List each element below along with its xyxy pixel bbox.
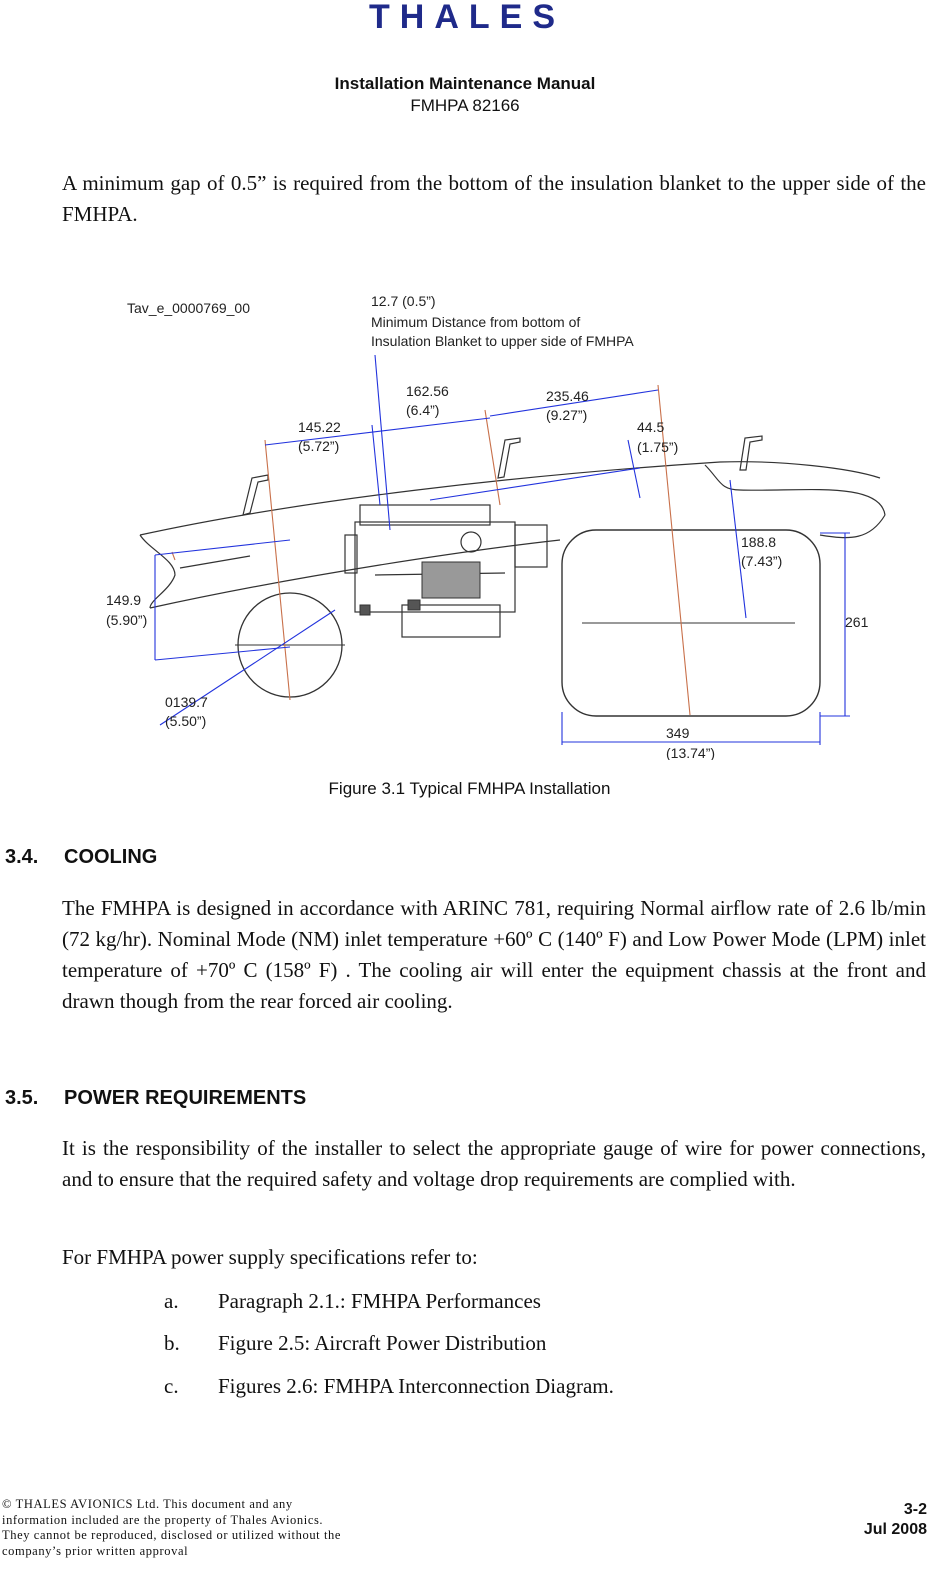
dim-44-in: (1.75”): [637, 439, 679, 455]
dim-261: 261: [845, 614, 869, 630]
dim-349-mm: 349: [666, 725, 690, 741]
dim-162-in: (6.4”): [406, 402, 440, 418]
dim-188-mm: 188.8: [741, 534, 777, 550]
intro-paragraph: A minimum gap of 0.5” is required from the bottom of the insulation blanket to the upper side of the FMHPA.: [62, 171, 926, 226]
dim-235-mm: 235.46: [546, 388, 589, 404]
logo-text: THALES: [369, 0, 565, 34]
callout-line-2: Minimum Distance from bottom of: [371, 314, 581, 330]
cooling-section-number: 3.4.: [5, 846, 39, 868]
thales-logo: [0, 0, 939, 34]
dim-139-in: (5.50”): [165, 713, 207, 729]
dim-188-in: (7.43”): [741, 553, 783, 569]
figure-caption: Figure 3.1 Typical FMHPA Installation: [328, 779, 611, 798]
power-paragraph: It is the responsibility of the installer to select the appropriate gauge of wire for power connections, and to ensure that the required safety and voltage drop requirements are complied with.: [62, 1136, 926, 1191]
page-date: Jul 2008: [863, 1521, 927, 1538]
structure-upper-edge: [140, 462, 880, 535]
dim-145-in: (5.72”): [298, 438, 340, 454]
list-item-text: Paragraph 2.1.: FMHPA Performances: [218, 1289, 541, 1313]
copyright-symbol: ©: [2, 1497, 13, 1511]
power-section-title: POWER REQUIREMENTS: [64, 1087, 307, 1109]
installation-figure: [0, 280, 939, 760]
list-item-letter: c.: [164, 1374, 179, 1398]
cooling-section-title: COOLING: [64, 846, 158, 868]
copyright-line: They cannot be reproduced, disclosed or utilized without the: [2, 1528, 342, 1542]
list-item-letter: b.: [164, 1331, 180, 1355]
callout-line-1: 12.7 (0.5”): [371, 293, 436, 309]
power-section-number: 3.5.: [5, 1087, 39, 1109]
structure-left-end: [140, 535, 175, 608]
copyright-line: information included are the property of Thales Avionics.: [2, 1512, 324, 1527]
bracket-right: [740, 436, 762, 470]
dim-149-in: (5.90”): [106, 612, 148, 628]
manual-title: Installation Maintenance Manual: [334, 74, 596, 93]
dim-162-mm: 162.56: [406, 383, 449, 399]
list-item-text: Figures 2.6: FMHPA Interconnection Diagram.: [218, 1374, 614, 1398]
power-refer-intro: For FMHPA power supply specifications refer to:: [62, 1245, 478, 1269]
page-number: 3-2: [903, 1501, 927, 1518]
bracket-middle: [498, 438, 520, 478]
drawing-id: Tav_e_0000769_00: [127, 300, 251, 316]
cooling-paragraph: The FMHPA is designed in accordance with ARINC 781, requiring Normal airflow rate of 2.6 lb/min (72 kg/hr). Nominal Mode (NM) inlet temperature +60º C (140º F) and Low Power Mode (LPM) inlet temperature of +70º C (158º F) . The cooling air will enter the equipment chassis at the front and drawn though from the rear forced air cooling.: [62, 896, 926, 1013]
bracket-left: [243, 475, 268, 515]
list-item-text: Figure 2.5: Aircraft Power Distribution: [218, 1331, 547, 1355]
footer-page-info: [864, 1500, 927, 1540]
footer-copyright: [2, 1497, 422, 1559]
callout-line-3: Insulation Blanket to upper side of FMHPA: [371, 333, 634, 349]
copyright-line: THALES AVIONICS Ltd. This document and any: [15, 1497, 293, 1511]
dim-145-mm: 145.22: [298, 419, 341, 435]
dim-149-mm: 149.9: [106, 592, 142, 608]
dim-349-in: (13.74”): [666, 745, 716, 760]
dim-44-mm: 44.5: [637, 419, 665, 435]
manual-subtitle: FMHPA 82166: [410, 96, 520, 115]
dim-235-in: (9.27”): [546, 407, 588, 423]
list-item-letter: a.: [164, 1289, 179, 1313]
copyright-line: company’s prior written approval: [2, 1543, 189, 1558]
dim-139-mm: 0139.7: [165, 694, 208, 710]
